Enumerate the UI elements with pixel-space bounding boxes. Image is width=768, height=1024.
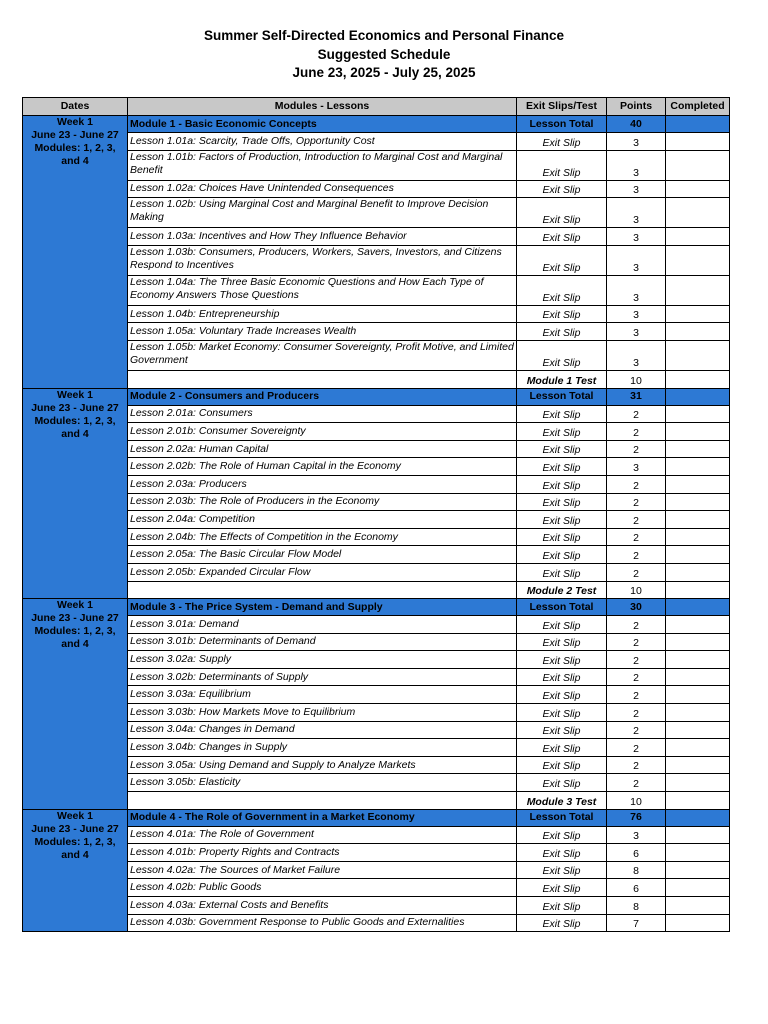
exit-slip-label: Exit Slip: [517, 704, 607, 722]
lesson-points: 8: [607, 861, 666, 879]
completed-cell[interactable]: [666, 704, 730, 722]
lesson-name: Lesson 3.04a: Changes in Demand: [128, 721, 517, 739]
lesson-row: [23, 305, 730, 323]
exit-slip-label: Exit Slip: [517, 133, 607, 151]
completed-cell[interactable]: [666, 844, 730, 862]
exit-slip-label: Exit Slip: [517, 458, 607, 476]
document-date-range: June 23, 2025 - July 25, 2025: [292, 65, 476, 80]
lesson-points: 3: [607, 340, 666, 370]
lesson-points: 2: [607, 423, 666, 441]
lesson-row: [23, 458, 730, 476]
lesson-name: Lesson 2.03b: The Role of Producers in the Economy: [128, 493, 517, 511]
lesson-points: 3: [607, 180, 666, 198]
lesson-row: [23, 651, 730, 669]
exit-slip-label: Exit Slip: [517, 616, 607, 634]
completed-cell[interactable]: [666, 228, 730, 246]
lesson-points: 3: [607, 228, 666, 246]
completed-cell[interactable]: [666, 546, 730, 564]
exit-slip-label: Exit Slip: [517, 897, 607, 915]
completed-cell[interactable]: [666, 405, 730, 423]
lesson-points: 2: [607, 721, 666, 739]
module-header-row: [23, 599, 730, 616]
lesson-points: 10: [607, 792, 666, 810]
lesson-row: [23, 423, 730, 441]
lesson-name: Lesson 4.03b: Government Response to Public Goods and Externalities: [128, 914, 517, 932]
completed-cell[interactable]: [666, 668, 730, 686]
lesson-row: [23, 826, 730, 844]
lesson-points: 2: [607, 475, 666, 493]
lesson-name: Lesson 1.02a: Choices Have Unintended Consequences: [128, 180, 517, 198]
lesson-row: [23, 228, 730, 246]
lesson-points: 2: [607, 756, 666, 774]
module-test-label: Module 3 Test: [517, 792, 607, 810]
module-test-row: [23, 581, 730, 599]
exit-slip-label: Exit Slip: [517, 493, 607, 511]
lesson-name: Lesson 4.02b: Public Goods: [128, 879, 517, 897]
lesson-row: [23, 897, 730, 915]
column-header-points: Points: [607, 98, 666, 116]
lesson-row: [23, 616, 730, 634]
completed-cell[interactable]: [666, 686, 730, 704]
lesson-total-label: Lesson Total: [517, 809, 607, 826]
lesson-points: 3: [607, 133, 666, 151]
table-header-row: [23, 98, 730, 116]
lesson-name: Lesson 4.03a: External Costs and Benefits: [128, 897, 517, 915]
exit-slip-label: Exit Slip: [517, 198, 607, 228]
lesson-name: Lesson 1.05b: Market Economy: Consumer Sovereignty, Profit Motive, and Limited Government: [128, 340, 517, 370]
lesson-total-points: 76: [607, 809, 666, 826]
exit-slip-label: Exit Slip: [517, 914, 607, 932]
lesson-name: Lesson 4.02a: The Sources of Market Failure: [128, 861, 517, 879]
column-header-modules-lessons: Modules - Lessons: [128, 98, 517, 116]
lesson-row: [23, 879, 730, 897]
exit-slip-label: Exit Slip: [517, 245, 607, 275]
lesson-name: Lesson 3.02b: Determinants of Supply: [128, 668, 517, 686]
lesson-name: Lesson 4.01b: Property Rights and Contracts: [128, 844, 517, 862]
completed-cell[interactable]: [666, 493, 730, 511]
lesson-row: [23, 563, 730, 581]
lesson-name: Lesson 3.01b: Determinants of Demand: [128, 633, 517, 651]
module-title: Module 1 - Basic Economic Concepts: [128, 116, 517, 133]
lesson-total-label: Lesson Total: [517, 116, 607, 133]
lesson-name: Lesson 3.03b: How Markets Move to Equilibrium: [128, 704, 517, 722]
exit-slip-label: Exit Slip: [517, 340, 607, 370]
exit-slip-label: Exit Slip: [517, 739, 607, 757]
lesson-row: [23, 914, 730, 932]
lesson-total-label: Lesson Total: [517, 599, 607, 616]
lesson-points: 2: [607, 686, 666, 704]
lesson-points: 2: [607, 563, 666, 581]
lesson-points: 3: [607, 458, 666, 476]
lesson-name: Lesson 2.03a: Producers: [128, 475, 517, 493]
exit-slip-label: Exit Slip: [517, 440, 607, 458]
completed-cell[interactable]: [666, 633, 730, 651]
lesson-name: Lesson 1.01a: Scarcity, Trade Offs, Opportunity Cost: [128, 133, 517, 151]
exit-slip-label: Exit Slip: [517, 228, 607, 246]
lesson-name: Lesson 3.03a: Equilibrium: [128, 686, 517, 704]
completed-cell[interactable]: [666, 826, 730, 844]
lesson-points: 2: [607, 511, 666, 529]
exit-slip-label: Exit Slip: [517, 879, 607, 897]
completed-cell[interactable]: [666, 458, 730, 476]
schedule-table: [22, 97, 730, 932]
module-header-row: [23, 116, 730, 133]
week-modules-label: Modules: 1, 2, 3,: [34, 625, 116, 638]
lesson-points: 2: [607, 405, 666, 423]
lesson-row: [23, 133, 730, 151]
lesson-name: Lesson 3.05b: Elasticity: [128, 774, 517, 792]
lesson-points: 7: [607, 914, 666, 932]
week-dates: June 23 - June 27: [31, 401, 119, 414]
lesson-row: [23, 686, 730, 704]
lesson-name: Lesson 4.01a: The Role of Government: [128, 826, 517, 844]
exit-slip-label: Exit Slip: [517, 405, 607, 423]
exit-slip-label: Exit Slip: [517, 861, 607, 879]
week-modules-label: Modules: 1, 2, 3,: [34, 142, 116, 154]
lesson-name: Lesson 1.05a: Voluntary Trade Increases Wealth: [128, 323, 517, 341]
lesson-name: Lesson 1.03a: Incentives and How They Influence Behavior: [128, 228, 517, 246]
completed-cell[interactable]: [666, 809, 730, 826]
week-modules-label: Modules: 1, 2, 3,: [34, 835, 116, 848]
exit-slip-label: Exit Slip: [517, 305, 607, 323]
lesson-points: 3: [607, 150, 666, 180]
exit-slip-label: Exit Slip: [517, 511, 607, 529]
lesson-name: [128, 370, 517, 388]
lesson-name: Lesson 1.02b: Using Marginal Cost and Marginal Benefit to Improve Decision Making: [128, 198, 517, 228]
exit-slip-label: Exit Slip: [517, 150, 607, 180]
lesson-points: 10: [607, 370, 666, 388]
module-header-row: [23, 809, 730, 826]
completed-cell[interactable]: [666, 739, 730, 757]
lesson-points: 3: [607, 245, 666, 275]
week-cell: [23, 116, 128, 389]
exit-slip-label: Exit Slip: [517, 546, 607, 564]
lesson-points: 2: [607, 528, 666, 546]
completed-cell[interactable]: [666, 879, 730, 897]
module-test-row: [23, 370, 730, 388]
lesson-points: 2: [607, 546, 666, 564]
exit-slip-label: Exit Slip: [517, 180, 607, 198]
lesson-name: Lesson 1.01b: Factors of Production, Introduction to Marginal Cost and Marginal Benefit: [128, 150, 517, 180]
completed-cell[interactable]: [666, 323, 730, 341]
week-cell: [23, 809, 128, 932]
lesson-row: [23, 150, 730, 180]
lesson-name: Lesson 1.04a: The Three Basic Economic Questions and How Each Type of Economy Answers Those Questions: [128, 275, 517, 305]
lesson-points: 3: [607, 275, 666, 305]
module-header-row: [23, 388, 730, 405]
lesson-row: [23, 440, 730, 458]
lesson-points: 8: [607, 897, 666, 915]
lesson-points: 2: [607, 668, 666, 686]
exit-slip-label: Exit Slip: [517, 774, 607, 792]
lesson-points: 6: [607, 879, 666, 897]
module-title: Module 3 - The Price System - Demand and Supply: [128, 599, 517, 616]
week-modules-label: Modules: 1, 2, 3,: [34, 414, 116, 427]
lesson-points: 2: [607, 739, 666, 757]
completed-cell[interactable]: [666, 150, 730, 180]
lesson-points: 6: [607, 844, 666, 862]
lesson-row: [23, 528, 730, 546]
document-subtitle: Suggested Schedule: [317, 46, 451, 62]
exit-slip-label: Exit Slip: [517, 668, 607, 686]
completed-cell[interactable]: [666, 305, 730, 323]
exit-slip-label: Exit Slip: [517, 633, 607, 651]
lesson-total-points: 30: [607, 599, 666, 616]
week-label: Week 1: [57, 388, 93, 401]
lesson-name: Lesson 2.01a: Consumers: [128, 405, 517, 423]
week-modules-label-cont: and 4: [61, 638, 89, 651]
completed-cell[interactable]: [666, 370, 730, 388]
document-title: Summer Self-Directed Economics and Personal Finance: [203, 28, 565, 43]
lesson-row: [23, 546, 730, 564]
exit-slip-label: Exit Slip: [517, 826, 607, 844]
week-cell: [23, 599, 128, 810]
lesson-name: Lesson 1.03b: Consumers, Producers, Workers, Savers, Investors, and Citizens Respond to Incentives: [128, 245, 517, 275]
module-test-row: [23, 792, 730, 810]
lesson-row: [23, 633, 730, 651]
lesson-row: [23, 774, 730, 792]
lesson-row: [23, 844, 730, 862]
lesson-row: [23, 511, 730, 529]
lesson-name: Lesson 2.04b: The Effects of Competition in the Economy: [128, 528, 517, 546]
module-title: Module 2 - Consumers and Producers: [128, 388, 517, 405]
lesson-row: [23, 405, 730, 423]
lesson-points: 2: [607, 616, 666, 634]
lesson-name: Lesson 2.01b: Consumer Sovereignty: [128, 423, 517, 441]
completed-cell[interactable]: [666, 133, 730, 151]
lesson-name: Lesson 2.05a: The Basic Circular Flow Model: [128, 546, 517, 564]
completed-cell[interactable]: [666, 475, 730, 493]
completed-cell[interactable]: [666, 116, 730, 133]
lesson-row: [23, 180, 730, 198]
lesson-row: [23, 275, 730, 305]
exit-slip-label: Exit Slip: [517, 528, 607, 546]
module-title: Module 4 - The Role of Government in a Market Economy: [128, 809, 517, 826]
lesson-row: [23, 493, 730, 511]
lesson-name: Lesson 2.05b: Expanded Circular Flow: [128, 563, 517, 581]
lesson-row: [23, 668, 730, 686]
completed-cell[interactable]: [666, 423, 730, 441]
lesson-row: [23, 704, 730, 722]
lesson-points: 2: [607, 493, 666, 511]
exit-slip-label: Exit Slip: [517, 844, 607, 862]
exit-slip-label: Exit Slip: [517, 475, 607, 493]
completed-cell[interactable]: [666, 511, 730, 529]
exit-slip-label: Exit Slip: [517, 721, 607, 739]
lesson-name: Lesson 2.02b: The Role of Human Capital in the Economy: [128, 458, 517, 476]
completed-cell[interactable]: [666, 388, 730, 405]
lesson-row: [23, 198, 730, 228]
completed-cell[interactable]: [666, 528, 730, 546]
week-dates: June 23 - June 27: [31, 129, 119, 141]
lesson-points: 10: [607, 581, 666, 599]
lesson-points: 2: [607, 651, 666, 669]
lesson-name: Lesson 2.02a: Human Capital: [128, 440, 517, 458]
completed-cell[interactable]: [666, 721, 730, 739]
lesson-row: [23, 245, 730, 275]
schedule-body: [23, 116, 730, 932]
completed-cell[interactable]: [666, 440, 730, 458]
completed-cell[interactable]: [666, 198, 730, 228]
lesson-points: 2: [607, 440, 666, 458]
week-modules-label-cont: and 4: [61, 155, 89, 167]
lesson-points: 3: [607, 198, 666, 228]
lesson-name: [128, 792, 517, 810]
lesson-points: 2: [607, 774, 666, 792]
lesson-points: 3: [607, 305, 666, 323]
lesson-row: [23, 340, 730, 370]
lesson-name: Lesson 3.02a: Supply: [128, 651, 517, 669]
completed-cell[interactable]: [666, 599, 730, 616]
lesson-total-points: 31: [607, 388, 666, 405]
lesson-row: [23, 721, 730, 739]
completed-cell[interactable]: [666, 756, 730, 774]
completed-cell[interactable]: [666, 245, 730, 275]
exit-slip-label: Exit Slip: [517, 756, 607, 774]
module-test-label: Module 2 Test: [517, 581, 607, 599]
lesson-total-label: Lesson Total: [517, 388, 607, 405]
completed-cell[interactable]: [666, 563, 730, 581]
lesson-name: Lesson 1.04b: Entrepreneurship: [128, 305, 517, 323]
week-dates: June 23 - June 27: [31, 612, 119, 625]
week-modules-label-cont: and 4: [61, 427, 89, 440]
week-modules-label-cont: and 4: [61, 848, 89, 861]
completed-cell[interactable]: [666, 340, 730, 370]
column-header-exit-slips-test: Exit Slips/Test: [517, 98, 607, 116]
completed-cell[interactable]: [666, 651, 730, 669]
week-dates: June 23 - June 27: [31, 822, 119, 835]
lesson-name: Lesson 3.05a: Using Demand and Supply to Analyze Markets: [128, 756, 517, 774]
lesson-points: 3: [607, 323, 666, 341]
exit-slip-label: Exit Slip: [517, 563, 607, 581]
week-label: Week 1: [57, 599, 93, 612]
column-header-dates: Dates: [23, 98, 128, 116]
completed-cell[interactable]: [666, 774, 730, 792]
column-header-completed: Completed: [666, 98, 730, 116]
exit-slip-label: Exit Slip: [517, 275, 607, 305]
completed-cell[interactable]: [666, 616, 730, 634]
lesson-row: [23, 475, 730, 493]
completed-cell[interactable]: [666, 275, 730, 305]
lesson-row: [23, 756, 730, 774]
document-header: [0, 27, 768, 83]
lesson-points: 2: [607, 704, 666, 722]
lesson-name: Lesson 2.04a: Competition: [128, 511, 517, 529]
completed-cell[interactable]: [666, 180, 730, 198]
completed-cell[interactable]: [666, 861, 730, 879]
lesson-total-points: 40: [607, 116, 666, 133]
lesson-points: 2: [607, 633, 666, 651]
exit-slip-label: Exit Slip: [517, 323, 607, 341]
completed-cell[interactable]: [666, 897, 730, 915]
lesson-name: Lesson 3.04b: Changes in Supply: [128, 739, 517, 757]
lesson-name: [128, 581, 517, 599]
completed-cell[interactable]: [666, 581, 730, 599]
lesson-row: [23, 323, 730, 341]
module-test-label: Module 1 Test: [517, 370, 607, 388]
exit-slip-label: Exit Slip: [517, 651, 607, 669]
lesson-name: Lesson 3.01a: Demand: [128, 616, 517, 634]
completed-cell[interactable]: [666, 914, 730, 932]
completed-cell[interactable]: [666, 792, 730, 810]
week-label: Week 1: [57, 809, 93, 822]
lesson-row: [23, 861, 730, 879]
week-cell: [23, 388, 128, 599]
week-label: Week 1: [57, 116, 93, 128]
exit-slip-label: Exit Slip: [517, 423, 607, 441]
lesson-row: [23, 739, 730, 757]
lesson-points: 3: [607, 826, 666, 844]
exit-slip-label: Exit Slip: [517, 686, 607, 704]
